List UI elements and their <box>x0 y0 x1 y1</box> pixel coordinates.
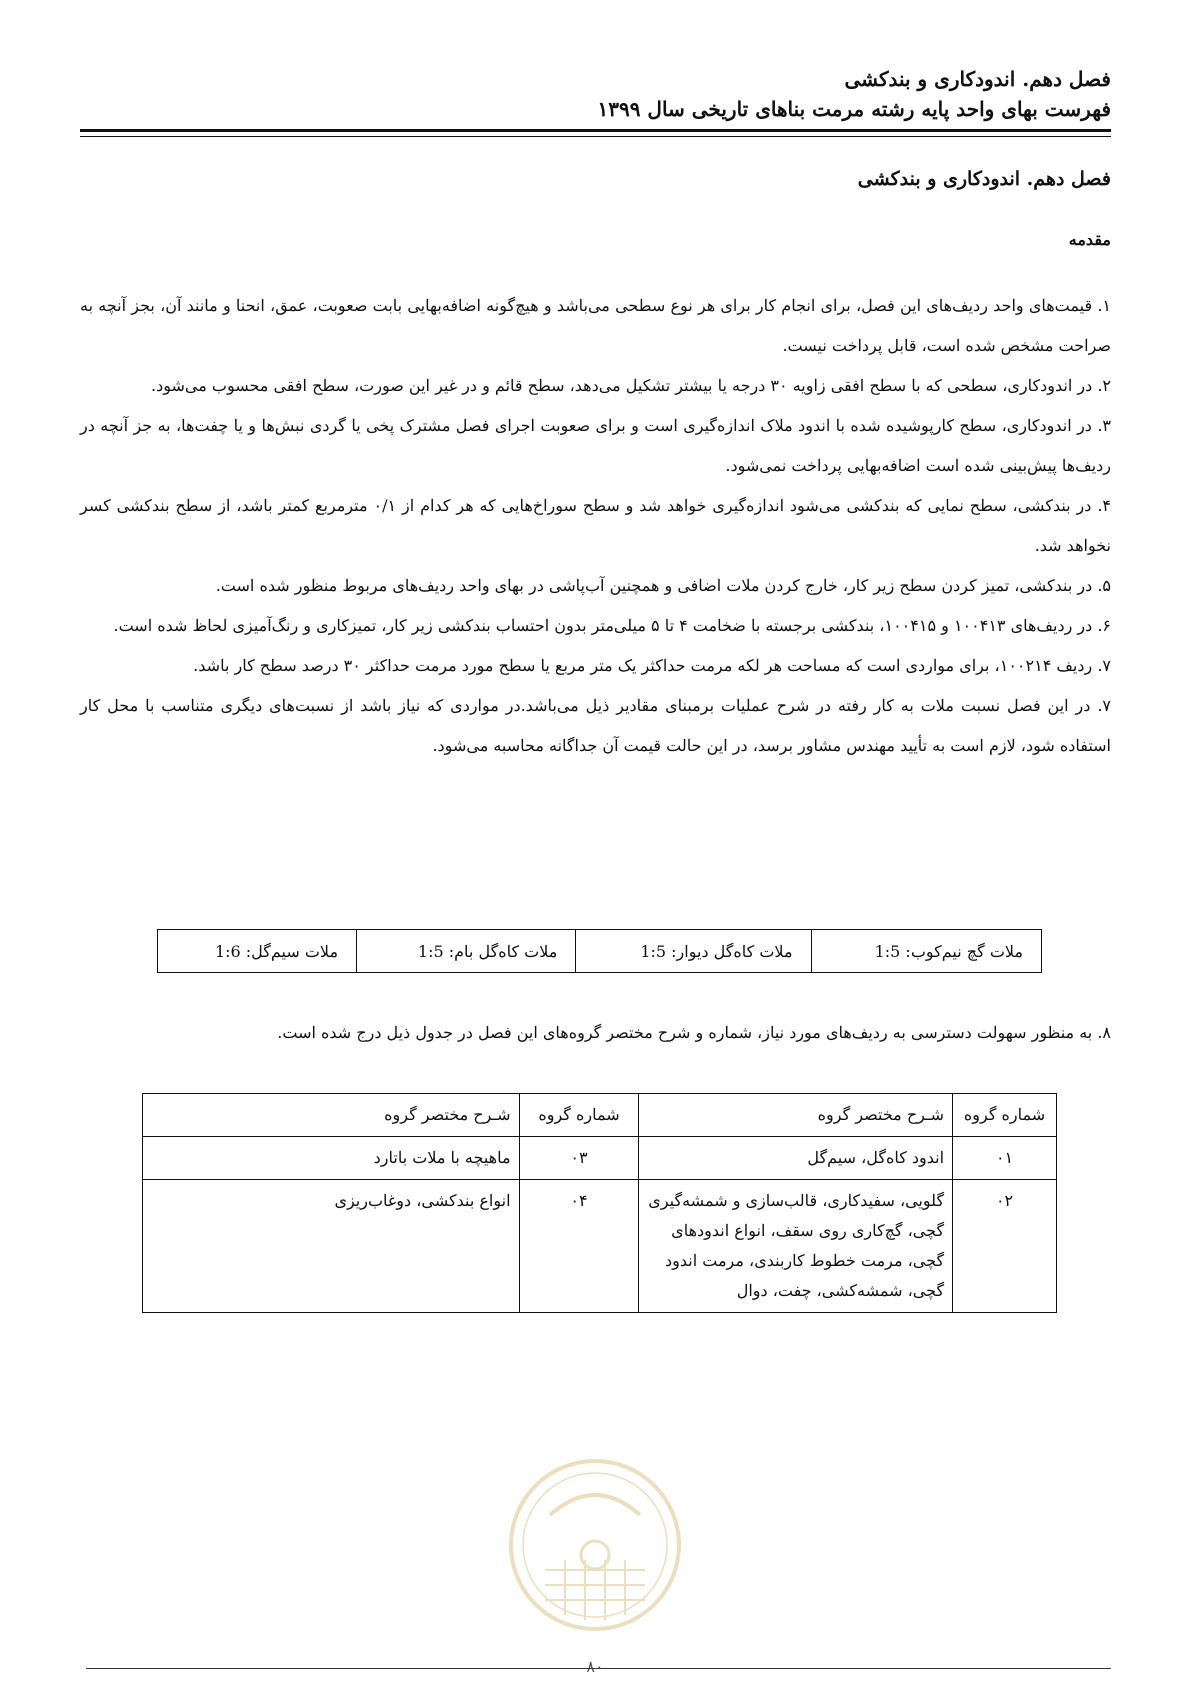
mortar-ratio-cell: ملات کاه‌گل بام: 1:5 <box>357 930 576 973</box>
paragraph-5: ۵. در بندکشی، تمیز کردن سطح زیر کار، خارج کردن ملات اضافی و همچنین آب‌پاشی در بهای واحد ردیف‌های مربوط منظور شده است. <box>215 576 1111 595</box>
table-header-row <box>143 1094 1057 1137</box>
column-header: شماره گروه <box>519 1094 639 1137</box>
group-description: ماهیچه با ملات باتارد <box>143 1137 520 1180</box>
paragraph-7a: ۷. ردیف ۱۰۰۲۱۴، برای مواردی است که مساحت هر لکه مرمت حداکثر یک متر مربع یا سطح مورد مرمت حداکثر ۳۰ درصد سطح کار باشد. <box>193 656 1111 675</box>
footer-rule <box>86 1668 1111 1669</box>
page-header <box>80 64 1111 124</box>
mortar-ratio-table <box>157 929 1042 973</box>
mortar-ratio-cell: ملات گچ نیم‌کوب: 1:5 <box>811 930 1041 973</box>
paragraphs <box>80 286 1111 766</box>
paragraph-8: ۸. به منظور سهولت دسترسی به ردیف‌های مورد نیاز، شماره و شرح مختصر گروه‌های این فصل در جدول ذیل درج شده است. <box>277 1023 1111 1042</box>
column-header: شماره گروه <box>953 1094 1057 1137</box>
paragraph-6: ۶. در ردیف‌های ۱۰۰۴۱۳ و ۱۰۰۴۱۵، بندکشی برجسته با ضخامت ۴ تا ۵ میلی‌متر بدون احتساب بندکشی زیر کار، تمیزکاری و رنگ‌آمیزی لحاظ شده است. <box>113 616 1111 635</box>
section-heading: مقدمه <box>1068 230 1111 249</box>
group-number: ۰۱ <box>953 1137 1057 1180</box>
table-row <box>143 1137 1057 1180</box>
column-header: شـرح مختصر گروه <box>143 1094 520 1137</box>
paragraph-4: ۴. در بندکشی، سطح نمایی که بندکشی می‌شود اندازه‌گیری خواهد شد و سطح سوراخ‌هایی که هر کدام از ۰/۱ مترمربع کمتر باشد، از سطح بندکشی کسر نخواهد شد. <box>80 496 1111 555</box>
header-chapter: فصل دهم. اندودکاری و بندکشی <box>844 67 1111 91</box>
page-number: ۸۰ <box>586 1657 604 1676</box>
column-header: شـرح مختصر گروه <box>639 1094 953 1137</box>
group-description: گلویی، سفیدکاری، قالب‌سازی و شمشه‌گیری گچی، گچ‌کاری روی سقف، انواع اندودهای گچی، مرمت خطوط کاربندی، مرمت اندود گچی، شمشه‌کشی، چفت، دوال <box>639 1180 953 1313</box>
paragraph-7b: ۷. در این فصل نسبت ملات به کار رفته در شرح عملیات برمبنای مقادیر ذیل می‌باشد.در مواردی که نیاز باشد از نسبت‌های دیگری متناسب با محل کار استفاده شود، لازم است به تأیید مهندس مشاور برسد، در این حالت قیمت آن جداگانه محاسبه می‌شود. <box>80 696 1111 755</box>
header-document-title: فهرست بهای واحد پایه رشته مرمت بناهای تاریخی سال ۱۳۹۹ <box>597 97 1111 121</box>
header-rule-thin <box>80 136 1111 137</box>
group-description: اندود کاه‌گل، سیم‌گل <box>639 1137 953 1180</box>
watermark-logo <box>505 1455 685 1635</box>
paragraph-1: ۱. قیمت‌های واحد ردیف‌های این فصل، برای انجام کار برای هر نوع سطحی می‌باشد و هیچ‌گونه اضافه‌بهایی بابت صعوبت، عمق، انحنا و مانند آن، بجز آنچه به صراحت مشخص شده است، قابل پرداخت نیست. <box>80 296 1111 355</box>
group-description: انواع بندکشی، دوغاب‌ریزی <box>143 1180 520 1313</box>
group-number: ۰۲ <box>953 1180 1057 1313</box>
table-row <box>143 1180 1057 1313</box>
table-row <box>158 930 1042 973</box>
paragraph-2: ۲. در اندودکاری، سطحی که با سطح افقی زاویه ۳۰ درجه یا بیشتر تشکیل می‌دهد، سطح قائم و در غیر این صورت، سطح افقی محسوب می‌شود. <box>151 376 1111 395</box>
mortar-ratio-cell: ملات سیم‌گل: 1:6 <box>158 930 357 973</box>
group-number: ۰۳ <box>519 1137 639 1180</box>
group-number: ۰۴ <box>519 1180 639 1313</box>
header-rule-thick <box>80 129 1111 132</box>
paragraph-3: ۳. در اندودکاری، سطح کارپوشیده شده با اندود ملاک اندازه‌گیری است و برای صعوبت اجرای فصل مشترک پخی یا گردی نبش‌ها و یا چفت‌ها، به جز آنچه در ردیف‌ها پیش‌بینی شده است اضافه‌بهایی پرداخت نمی‌شود. <box>80 416 1112 475</box>
group-table <box>142 1093 1057 1313</box>
mortar-ratio-cell: ملات کاه‌گل دیوار: 1:5 <box>576 930 811 973</box>
chapter-title: فصل دهم. اندودکاری و بندکشی <box>857 168 1111 190</box>
